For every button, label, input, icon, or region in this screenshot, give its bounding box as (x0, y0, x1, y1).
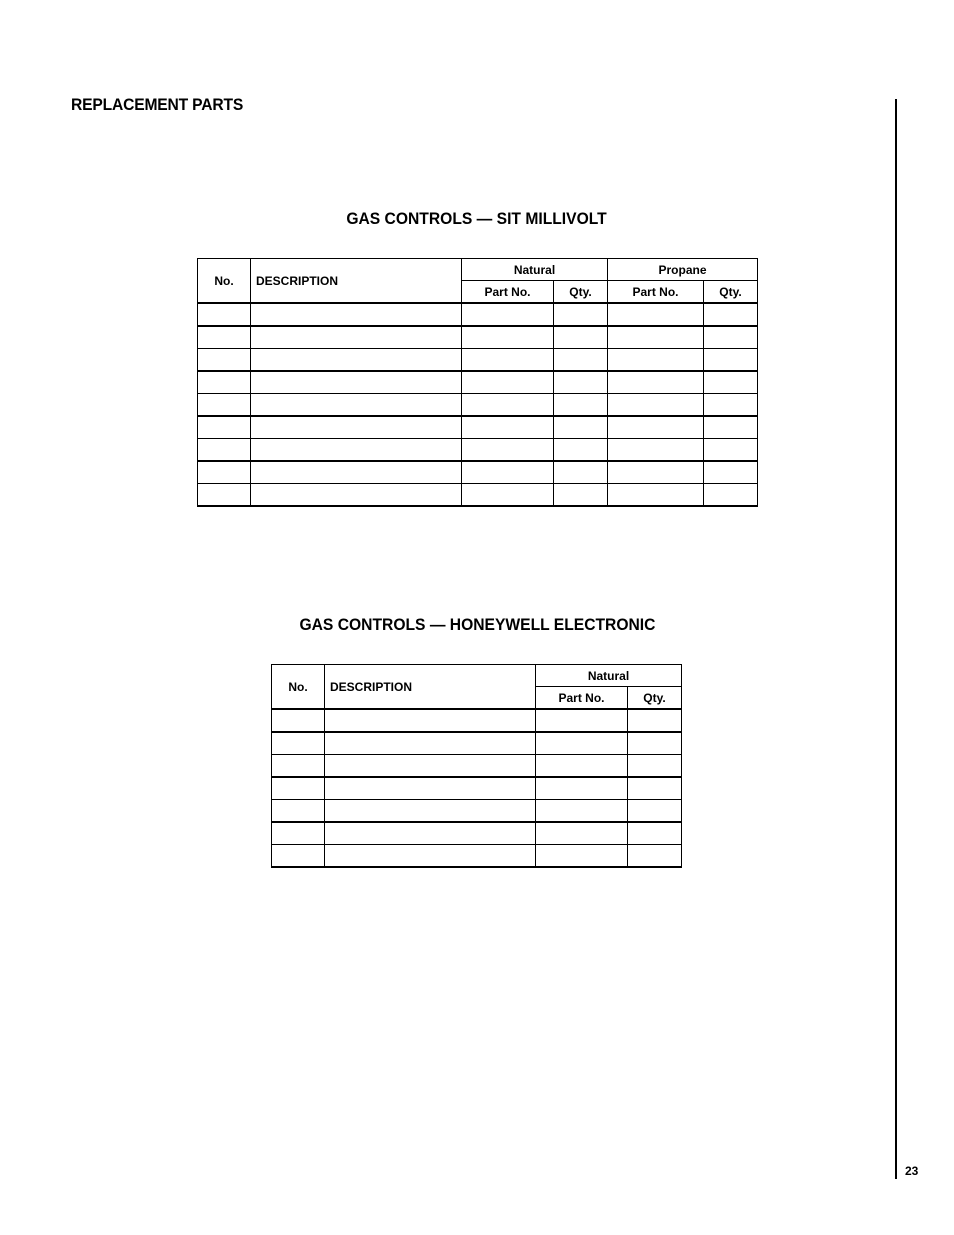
table-cell (251, 416, 462, 439)
table-cell (272, 777, 325, 800)
table-cell (704, 349, 758, 372)
table-cell (272, 755, 325, 778)
honeywell-electronic-parts-table (271, 664, 682, 868)
table-cell (554, 394, 608, 417)
table-cell (536, 845, 628, 868)
table-cell (608, 461, 704, 484)
table-cell (536, 732, 628, 755)
table-row (198, 303, 758, 326)
table-cell (704, 303, 758, 326)
table-cell (272, 732, 325, 755)
table-cell (251, 349, 462, 372)
natural-part-no-header: Part No. (536, 687, 628, 710)
table-cell (628, 845, 682, 868)
table-cell (325, 845, 536, 868)
table-cell (325, 822, 536, 845)
table-row (272, 777, 682, 800)
table-cell (198, 349, 251, 372)
page-edge-rule (895, 99, 897, 1179)
table-cell (608, 416, 704, 439)
table-cell (536, 822, 628, 845)
table-cell (704, 439, 758, 462)
table-row (198, 416, 758, 439)
table-cell (554, 461, 608, 484)
table-cell (704, 371, 758, 394)
table-row (272, 732, 682, 755)
table-cell (198, 416, 251, 439)
col-no-header: No. (272, 665, 325, 710)
table-cell (608, 371, 704, 394)
table-row (198, 394, 758, 417)
table1-body (198, 303, 758, 506)
natural-group-header: Natural (536, 665, 682, 687)
propane-qty-header: Qty. (704, 281, 758, 304)
table-cell (704, 484, 758, 507)
col-description-header: DESCRIPTION (251, 259, 462, 304)
table-cell (325, 777, 536, 800)
table-cell (462, 416, 554, 439)
table-row (272, 800, 682, 823)
table-row (272, 822, 682, 845)
table-row (198, 371, 758, 394)
table-cell (628, 800, 682, 823)
table-row (198, 349, 758, 372)
table-cell (272, 822, 325, 845)
table-cell (554, 439, 608, 462)
col-no-header: No. (198, 259, 251, 304)
table-cell (325, 709, 536, 732)
table-cell (198, 371, 251, 394)
table-cell (628, 777, 682, 800)
table-cell (462, 484, 554, 507)
table-cell (198, 461, 251, 484)
table-cell (536, 709, 628, 732)
table-cell (704, 394, 758, 417)
table-cell (251, 461, 462, 484)
table-cell (198, 439, 251, 462)
table-cell (608, 484, 704, 507)
table-cell (554, 303, 608, 326)
page-section-title: REPLACEMENT PARTS (71, 95, 244, 114)
table-cell (554, 416, 608, 439)
natural-qty-header: Qty. (628, 687, 682, 710)
table-cell (554, 326, 608, 349)
table-cell (628, 822, 682, 845)
table-cell (462, 394, 554, 417)
sit-millivolt-parts-table (197, 258, 758, 507)
table-row (198, 439, 758, 462)
table-cell (198, 303, 251, 326)
table-row (272, 755, 682, 778)
table-cell (251, 303, 462, 326)
table-cell (462, 439, 554, 462)
table-cell (462, 349, 554, 372)
table-cell (628, 709, 682, 732)
table-cell (251, 484, 462, 507)
propane-part-no-header: Part No. (608, 281, 704, 304)
table-cell (251, 371, 462, 394)
table2-body (272, 709, 682, 867)
table-cell (628, 732, 682, 755)
table-cell (704, 416, 758, 439)
table-row (198, 461, 758, 484)
table-cell (198, 394, 251, 417)
natural-qty-header: Qty. (554, 281, 608, 304)
propane-group-header: Propane (608, 259, 758, 281)
table-cell (608, 326, 704, 349)
table-cell (536, 755, 628, 778)
table-cell (325, 800, 536, 823)
natural-group-header: Natural (462, 259, 608, 281)
natural-part-no-header: Part No. (462, 281, 554, 304)
table-cell (536, 800, 628, 823)
table-row (198, 326, 758, 349)
table-row (272, 709, 682, 732)
table-cell (608, 394, 704, 417)
table-cell (198, 484, 251, 507)
table-cell (462, 461, 554, 484)
col-description-header: DESCRIPTION (325, 665, 536, 710)
table-cell (272, 800, 325, 823)
table-cell (325, 755, 536, 778)
table-cell (608, 349, 704, 372)
table-row (272, 845, 682, 868)
table-cell (628, 755, 682, 778)
table-cell (462, 326, 554, 349)
table-cell (608, 439, 704, 462)
table-cell (704, 461, 758, 484)
table-cell (251, 439, 462, 462)
table-row (198, 484, 758, 507)
table-cell (462, 303, 554, 326)
table-cell (272, 709, 325, 732)
table-cell (462, 371, 554, 394)
table1-title: GAS CONTROLS — SIT MILLIVOLT (346, 209, 608, 228)
table-cell (325, 732, 536, 755)
table-cell (272, 845, 325, 868)
table-cell (554, 484, 608, 507)
table-cell (198, 326, 251, 349)
table-cell (554, 371, 608, 394)
table-cell (536, 777, 628, 800)
table-cell (608, 303, 704, 326)
page-number: 23 (905, 1164, 919, 1178)
table-cell (554, 349, 608, 372)
table-cell (251, 326, 462, 349)
table-cell (251, 394, 462, 417)
table-cell (704, 326, 758, 349)
table2-title: GAS CONTROLS — HONEYWELL ELECTRONIC (299, 615, 655, 634)
